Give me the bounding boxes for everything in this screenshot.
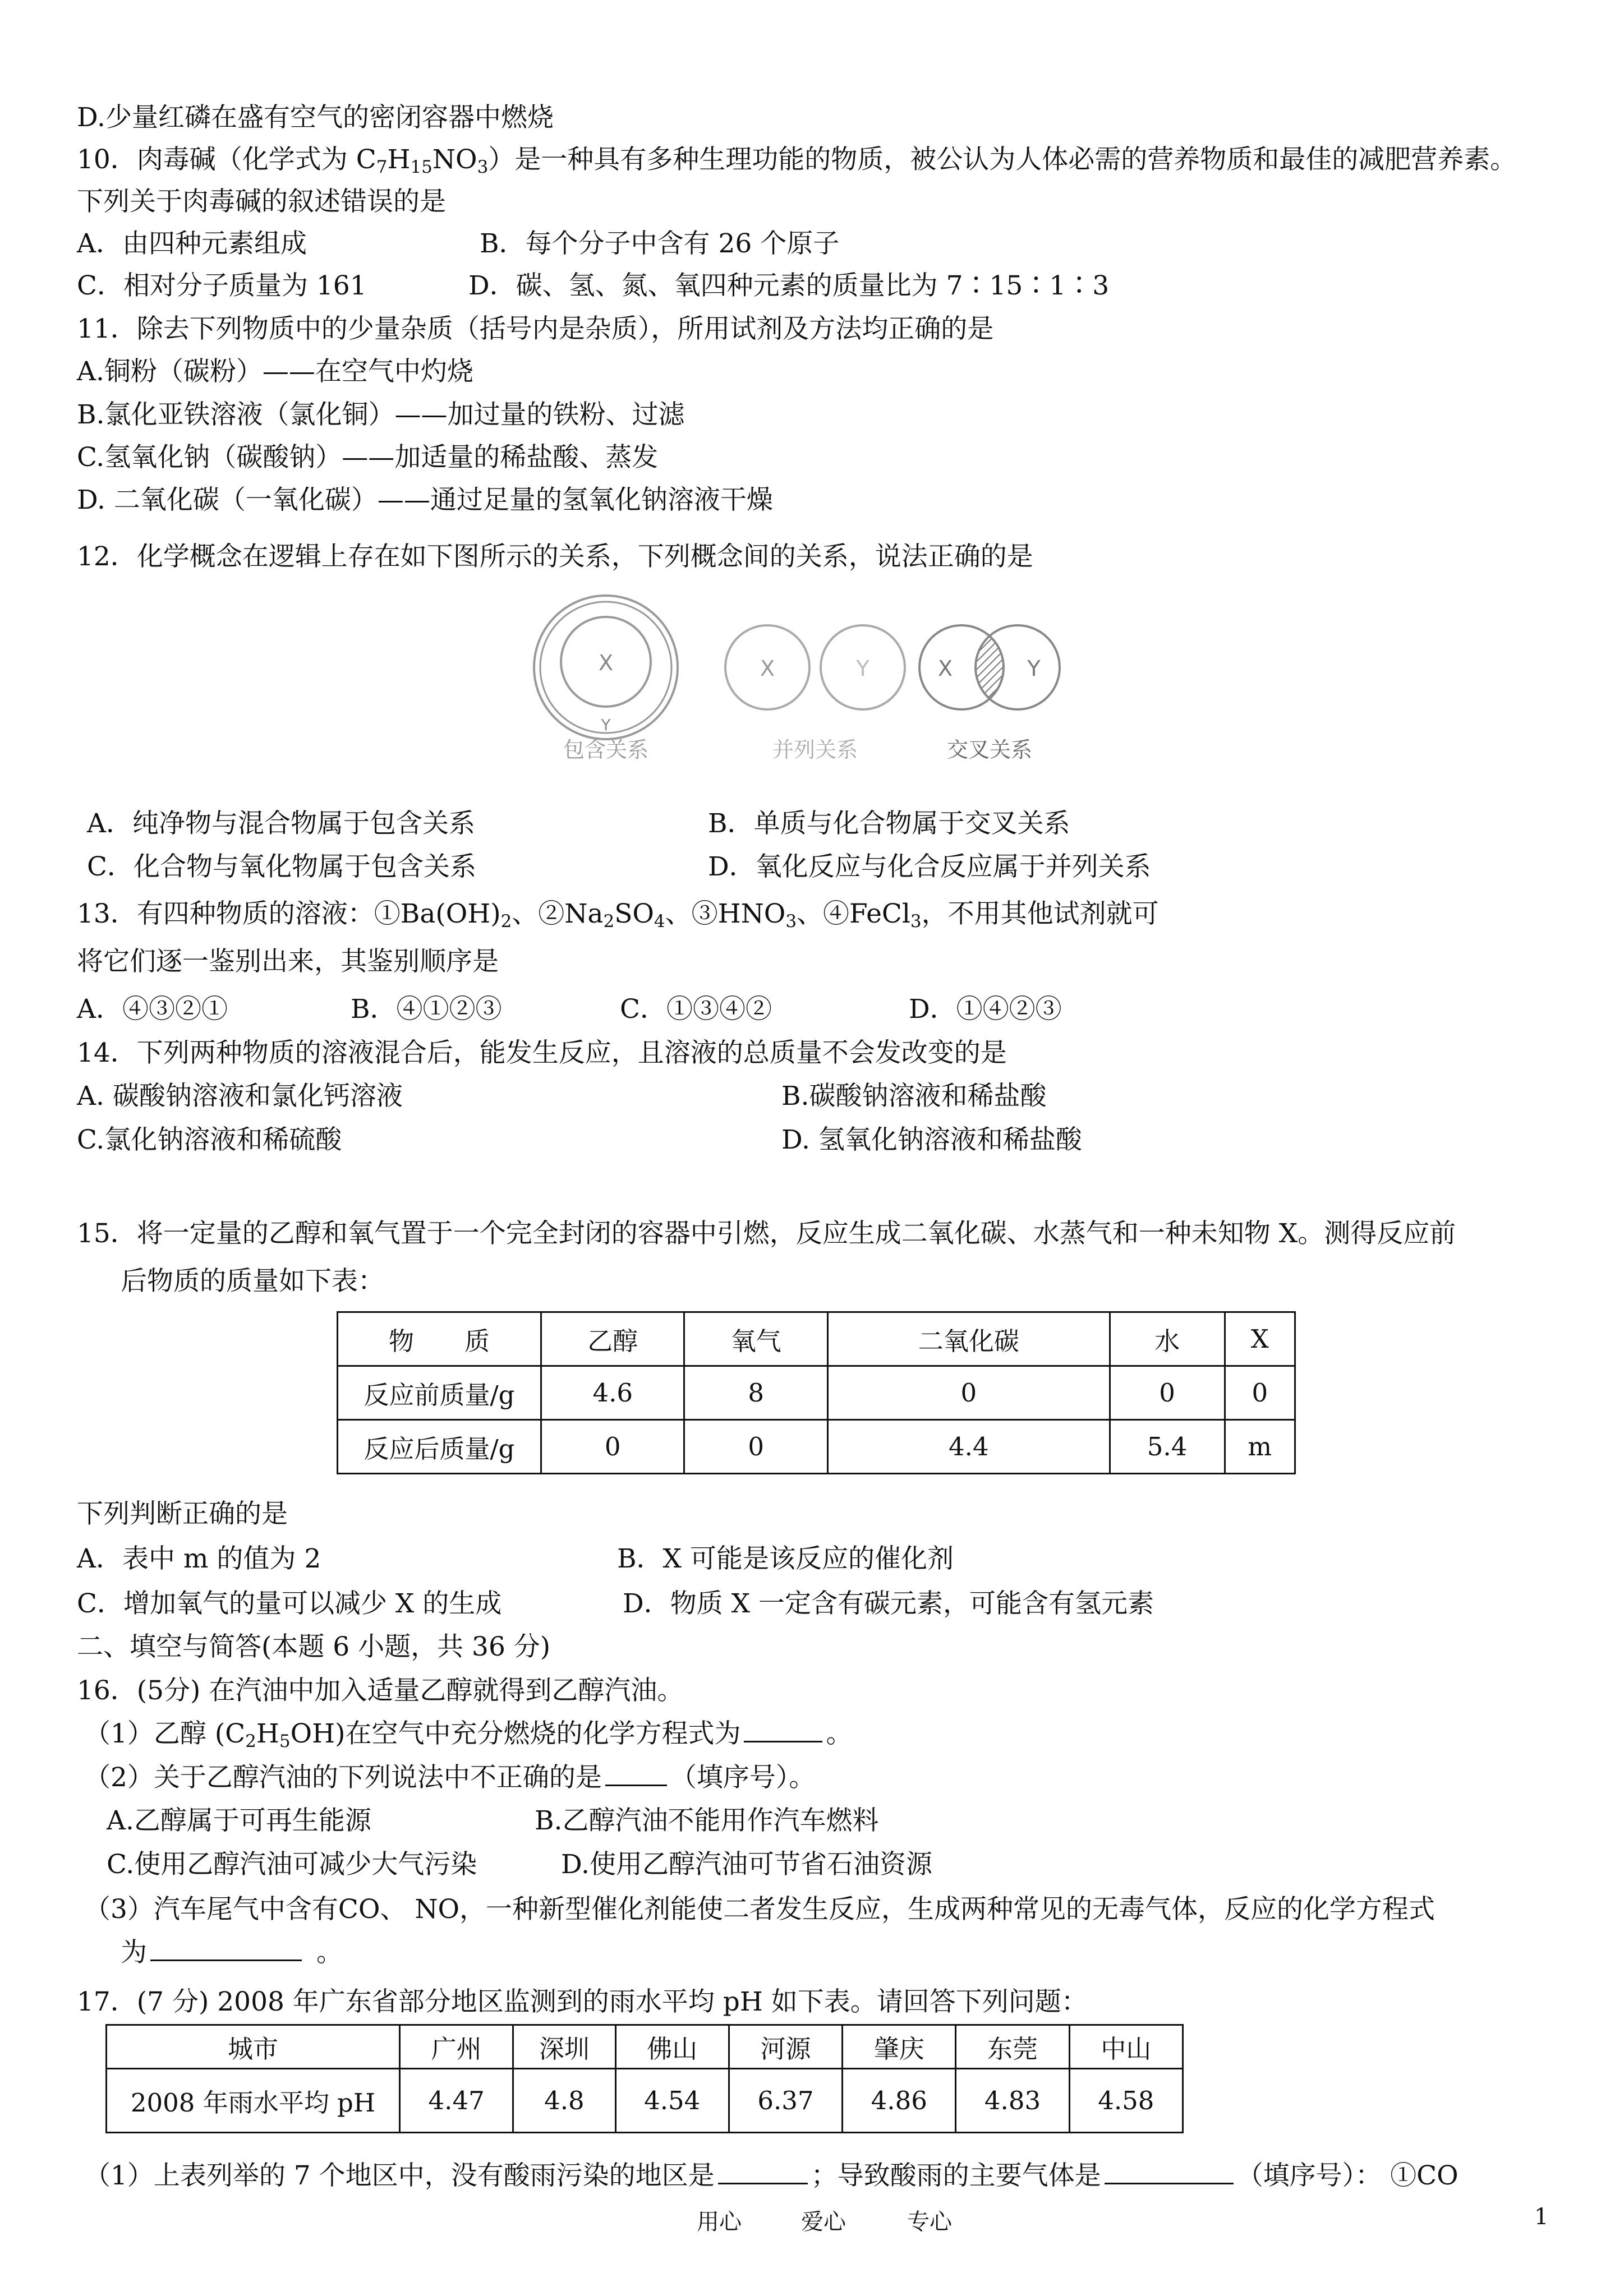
q17-part1: （1）上表列举的 7 个地区中，没有酸雨污染的地区是 ；导致酸雨的主要气体是 （填序号）： ①CO xyxy=(84,2160,1459,2191)
q10-stem: 10．肉毒碱（化学式为 $C_7H_{15}NO_3$）是一种具有多种生理功能的物质，被公认为人体必需的营养物质和最佳的减肥营养素。 xyxy=(77,144,1517,177)
table-cell: 8 xyxy=(684,1366,827,1420)
q12-option-c: C．化合物与氧化物属于包含关系 xyxy=(87,851,476,882)
page-number: 1 xyxy=(1534,2204,1549,2230)
table-cell: 0 xyxy=(684,1420,827,1474)
table-cell: 0 xyxy=(827,1366,1110,1420)
q10-option-c: C．相对分子质量为 161 xyxy=(77,270,367,301)
q17-table xyxy=(105,2024,1184,2133)
contain-y-label: Y xyxy=(601,716,611,734)
table-cell: 6.37 xyxy=(729,2069,842,2133)
q13-option-d: D．①④②③ xyxy=(909,994,1062,1025)
q14-stem: 14．下列两种物质的溶液混合后，能发生反应，且溶液的总质量不会发改变的是 xyxy=(77,1038,1007,1068)
q15-option-c: C．增加氧气的量可以减少 X 的生成 xyxy=(77,1588,502,1619)
cross-y-label: Y xyxy=(1027,656,1041,681)
table-cell: 水 xyxy=(1110,1312,1225,1366)
answer-blank[interactable] xyxy=(744,1718,822,1742)
q13-option-a: A．④③②① xyxy=(77,994,228,1025)
q15-stem: 15．将一定量的乙醇和氧气置于一个完全封闭的容器中引燃，反应生成二氧化碳、水蒸气和一种未知物 X。测得反应前 xyxy=(77,1218,1456,1249)
table-cell: 二氧化碳 xyxy=(827,1312,1110,1366)
table-row xyxy=(338,1312,1295,1366)
q12-stem: 12．化学概念在逻辑上存在如下图所示的关系，下列概念间的关系，说法正确的是 xyxy=(77,541,1033,572)
q16-option-c: C.使用乙醇汽油可减少大气污染 xyxy=(107,1849,477,1880)
table-cell: 2008 年雨水平均 pH xyxy=(107,2069,400,2133)
q11-option-c: C.氢氧化钠（碳酸钠）——加适量的稀盐酸、蒸发 xyxy=(77,442,659,473)
table-cell: 反应后质量/g xyxy=(338,1420,541,1474)
q11-option-d: D. 二氧化碳（一氧化碳）——通过足量的氢氧化钠溶液干燥 xyxy=(77,485,773,515)
table-row xyxy=(338,1420,1295,1474)
table-cell: 4.54 xyxy=(615,2069,729,2133)
table-cell: 0 xyxy=(1225,1366,1295,1420)
table-row xyxy=(338,1366,1295,1420)
table-cell: 深圳 xyxy=(513,2025,615,2069)
q13-option-c: C．①③④② xyxy=(620,994,772,1025)
section-2-heading: 二、填空与简答(本题 6 小题，共 36 分) xyxy=(77,1631,551,1662)
footer-mid: 爱心 xyxy=(801,2209,846,2235)
contain-x-label: X xyxy=(598,651,614,675)
table-cell: 4.58 xyxy=(1069,2069,1183,2133)
q16-stem: 16．(5分) 在汽油中加入适量乙醇就得到乙醇汽油。 xyxy=(77,1675,684,1706)
table-cell: 4.4 xyxy=(827,1420,1110,1474)
q10-option-b: B．每个分子中含有 26 个原子 xyxy=(480,228,840,259)
table-cell: 城市 xyxy=(107,2025,400,2069)
cross-caption: 交叉关系 xyxy=(946,737,1033,762)
table-cell: 乙醇 xyxy=(541,1312,684,1366)
footer-right: 专心 xyxy=(907,2209,952,2235)
q13-stem-line2: 将它们逐一鉴别出来，其鉴别顺序是 xyxy=(77,946,499,977)
q12-option-b: B．单质与化合物属于交叉关系 xyxy=(708,808,1070,839)
q12-option-d: D．氧化反应与化合反应属于并列关系 xyxy=(708,851,1151,882)
q10-option-a: A．由四种元素组成 xyxy=(77,228,307,259)
q15-option-b: B．X 可能是该反应的催化剂 xyxy=(617,1543,954,1574)
table-cell: 东莞 xyxy=(956,2025,1069,2069)
table-cell: 氧气 xyxy=(684,1312,827,1366)
q15-option-a: A．表中 m 的值为 2 xyxy=(77,1543,321,1574)
q14-option-b: B.碳酸钠溶液和稀盐酸 xyxy=(781,1081,1047,1112)
answer-blank[interactable] xyxy=(605,1762,667,1786)
q15-judge: 下列判断正确的是 xyxy=(77,1499,288,1529)
q16-option-d: D.使用乙醇汽油可节省石油资源 xyxy=(561,1849,932,1880)
table-cell: 4.6 xyxy=(541,1366,684,1420)
table-cell: 反应前质量/g xyxy=(338,1366,541,1420)
venn-diagram xyxy=(533,589,1094,774)
cross-x-label: X xyxy=(937,656,953,681)
answer-blank[interactable] xyxy=(1105,2160,1234,2184)
q15-table xyxy=(337,1311,1296,1474)
table-cell: 物 质 xyxy=(338,1312,541,1366)
table-cell: m xyxy=(1225,1420,1295,1474)
table-cell: 4.47 xyxy=(400,2069,513,2133)
table-cell: 5.4 xyxy=(1110,1420,1225,1474)
table-cell: X xyxy=(1225,1312,1295,1366)
q13-option-b: B．④①②③ xyxy=(351,994,502,1025)
q10-stem-line2: 下列关于肉毒碱的叙述错误的是 xyxy=(77,186,446,217)
q9-option-d: D.少量红磷在盛有空气的密闭容器中燃烧 xyxy=(77,102,554,133)
q16-part3: （3）汽车尾气中含有CO、 NO，一种新型催化剂能使二者发生反应，生成两种常见的无毒气体，反应的化学方程式 xyxy=(84,1894,1435,1925)
table-cell: 佛山 xyxy=(615,2025,729,2069)
q16-part1: （1）乙醇 $(C_2H_5OH)$在空气中充分燃烧的化学方程式为 。 xyxy=(84,1718,853,1751)
q16-option-b: B.乙醇汽油不能用作汽车燃料 xyxy=(535,1805,879,1836)
table-cell: 0 xyxy=(541,1420,684,1474)
q16-part3-line2: 为 。 xyxy=(121,1937,343,1968)
contain-caption: 包含关系 xyxy=(563,737,649,762)
table-cell: 4.83 xyxy=(956,2069,1069,2133)
q10-option-d: D．碳、氢、氮、氧四种元素的质量比为 7∶15∶1∶3 xyxy=(468,270,1110,301)
q11-option-a: A.铜粉（碳粉）——在空气中灼烧 xyxy=(77,356,473,387)
parallel-caption: 并列关系 xyxy=(772,737,858,762)
q11-option-b: B.氯化亚铁溶液（氯化铜）——加过量的铁粉、过滤 xyxy=(77,399,685,430)
table-cell: 4.86 xyxy=(843,2069,956,2133)
parallel-y-label: Y xyxy=(856,656,869,681)
q15-stem-line2: 后物质的质量如下表： xyxy=(121,1266,384,1297)
table-row xyxy=(107,2069,1183,2133)
footer-left: 用心 xyxy=(697,2209,742,2235)
q11-stem: 11．除去下列物质中的少量杂质（括号内是杂质），所用试剂及方法均正确的是 xyxy=(77,313,994,344)
parallel-x-label: X xyxy=(760,656,775,681)
q14-option-c: C.氯化钠溶液和稀硫酸 xyxy=(77,1124,342,1155)
q13-stem: 13．有四种物质的溶液：$①Ba(OH)_2$、$②Na_2SO_4$、$③HNO_3$、④FeCl$_3$，不用其他试剂就可 xyxy=(77,898,1159,932)
q14-option-a: A. 碳酸钠溶液和氯化钙溶液 xyxy=(77,1081,403,1112)
q15-option-d: D．物质 X 一定含有碳元素，可能含有氢元素 xyxy=(623,1588,1154,1619)
table-cell: 中山 xyxy=(1069,2025,1183,2069)
q16-part2: （2）关于乙醇汽油的下列说法中不正确的是 （填序号）。 xyxy=(84,1762,816,1793)
table-cell: 广州 xyxy=(400,2025,513,2069)
answer-blank[interactable] xyxy=(718,2160,808,2184)
table-cell: 4.8 xyxy=(513,2069,615,2133)
q12-option-a: A．纯净物与混合物属于包含关系 xyxy=(87,808,475,839)
q16-option-a: A.乙醇属于可再生能源 xyxy=(107,1805,371,1836)
table-cell: 肇庆 xyxy=(843,2025,956,2069)
q14-option-d: D. 氢氧化钠溶液和稀盐酸 xyxy=(781,1124,1082,1155)
table-cell: 河源 xyxy=(729,2025,842,2069)
answer-blank[interactable] xyxy=(150,1937,302,1961)
table-cell: 0 xyxy=(1110,1366,1225,1420)
q17-stem: 17．(7 分) 2008 年广东省部分地区监测到的雨水平均 pH 如下表。请回答下列问题： xyxy=(77,1986,1088,2017)
table-row xyxy=(107,2025,1183,2069)
